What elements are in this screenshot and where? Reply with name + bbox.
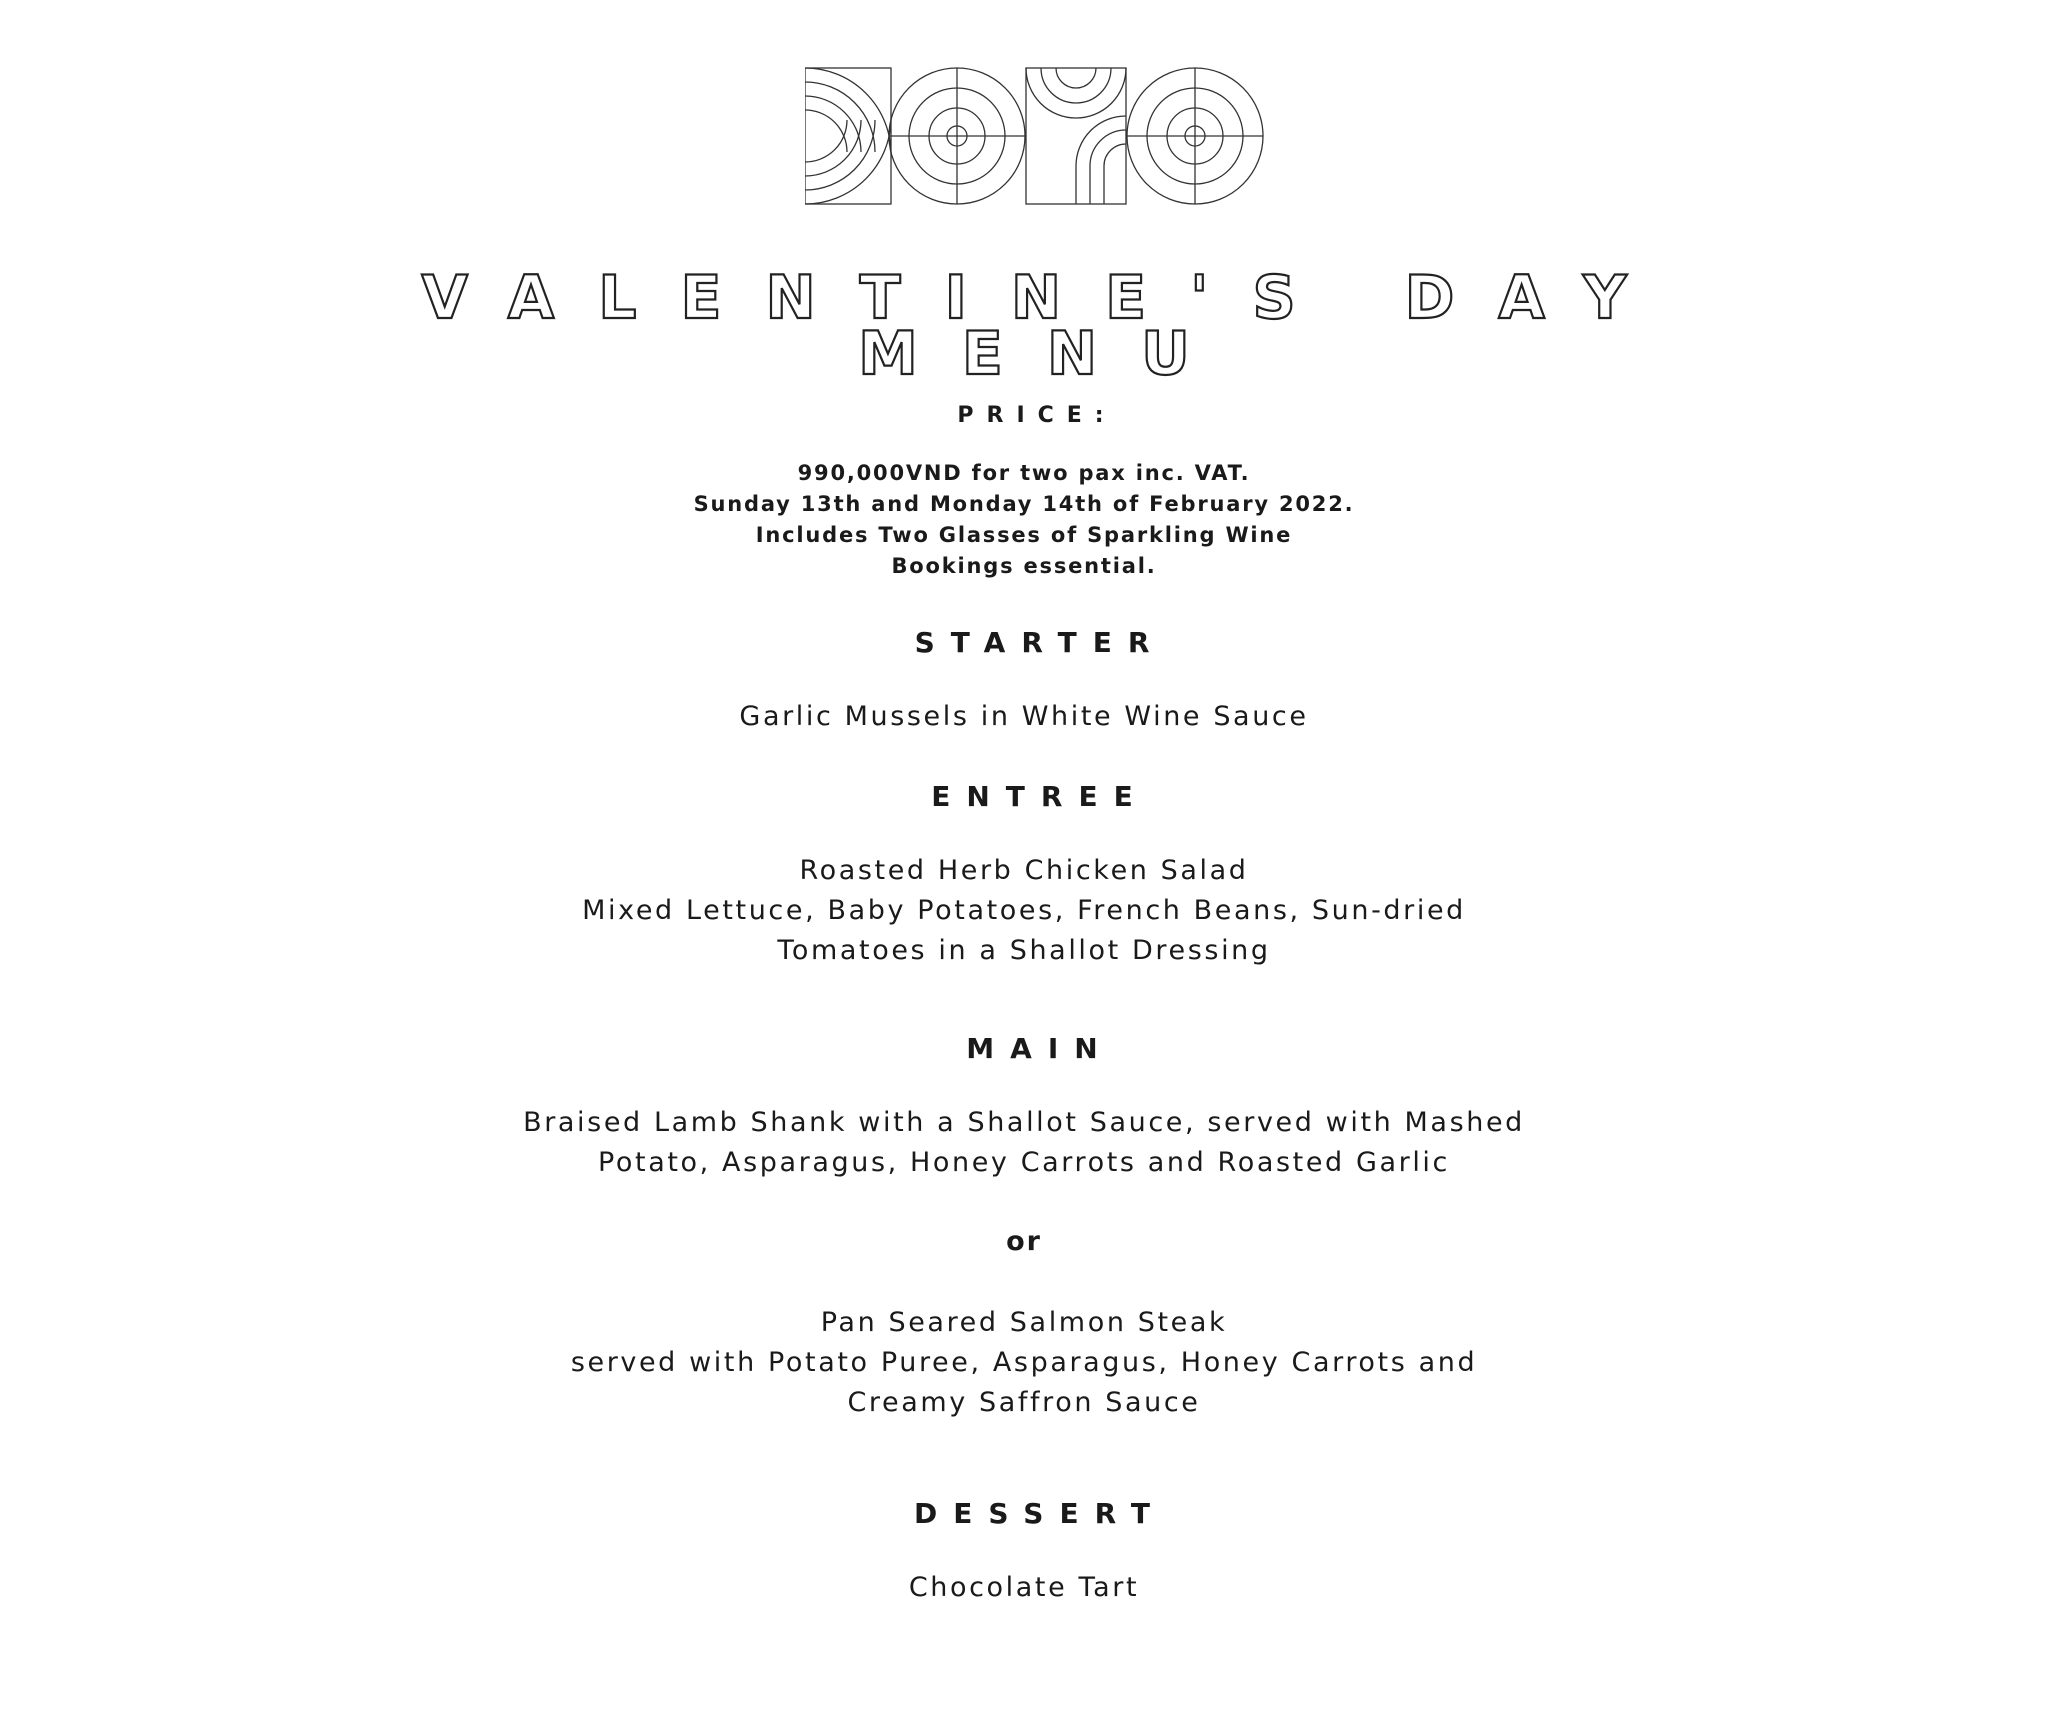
main-option-2-line: Creamy Saffron Sauce	[847, 1387, 1201, 1418]
logo-letter-o2	[1127, 68, 1263, 204]
logo-letter-o1	[889, 68, 1025, 204]
dessert-dish	[0, 1568, 2048, 1608]
bookings-line: Bookings essential.	[891, 554, 1157, 578]
starter-dish	[0, 697, 2048, 737]
main-option-1	[0, 1103, 2048, 1183]
logo-letter-k	[805, 68, 891, 204]
menu-title	[0, 263, 2048, 389]
dessert-dish-line: Chocolate Tart	[908, 1572, 1140, 1603]
entree-heading: ENTREE	[931, 780, 1149, 813]
title-line-2: MENU	[858, 319, 1234, 389]
starter-heading: STARTER	[914, 626, 1166, 659]
entree-dish-title: Roasted Herb Chicken Salad	[799, 855, 1249, 886]
main-or: or	[1006, 1226, 1042, 1257]
main-option-1-line: Potato, Asparagus, Honey Carrots and Roasted Garlic	[598, 1147, 1450, 1178]
main-option-1-line: Braised Lamb Shank with a Shallot Sauce, served with Mashed	[523, 1107, 1525, 1138]
dessert-heading: DESSERT	[914, 1497, 1166, 1530]
entree-dish	[0, 851, 2048, 971]
logo-letter-t	[1026, 68, 1126, 204]
price-details	[0, 458, 2048, 582]
price-label: PRICE:	[957, 403, 1117, 428]
koto-logo	[805, 66, 1280, 208]
entree-dish-desc: Mixed Lettuce, Baby Potatoes, French Beans, Sun-dried	[582, 895, 1466, 926]
main-option-2-title: Pan Seared Salmon Steak	[820, 1307, 1228, 1338]
main-option-2	[0, 1303, 2048, 1423]
main-option-2-line: served with Potato Puree, Asparagus, Honey Carrots and	[570, 1347, 1478, 1378]
starter-dish-line: Garlic Mussels in White Wine Sauce	[739, 701, 1309, 732]
includes-line: Includes Two Glasses of Sparkling Wine	[755, 523, 1293, 547]
price-line: 990,000VND for two pax inc. VAT.	[797, 461, 1251, 485]
main-heading: MAIN	[966, 1032, 1114, 1065]
date-line: Sunday 13th and Monday 14th of February 2022.	[693, 492, 1355, 516]
title-line-1: VALENTINE'S DAY	[421, 263, 1671, 333]
entree-dish-desc: Tomatoes in a Shallot Dressing	[777, 935, 1271, 966]
